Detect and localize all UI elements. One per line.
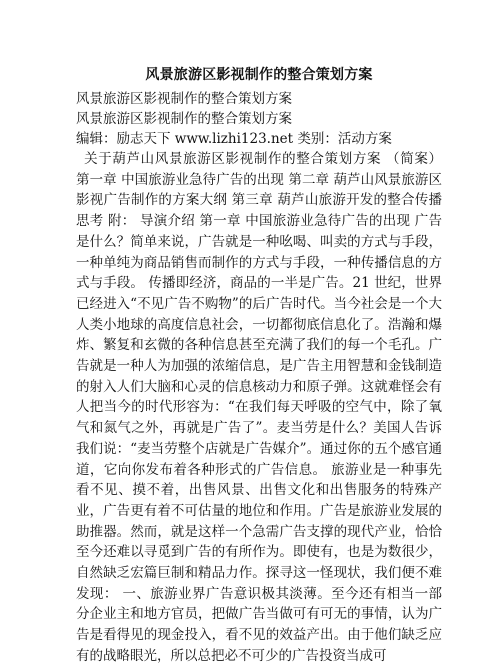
body-paragraph: 关于葫芦山风景旅游区影视制作的整合策划方案 （简案） 第一章 中国旅游业急待广告的出现 第二章 葫芦山风景旅游区影视广告制作的方案大纲 第三章 葫芦山旅游开发的整合传播思考 附： 导演介绍 第一章 中国旅游业急待广告的出现 广告是什么？简单来说，广告就是一种吆喝、叫卖的方式与手段，一种单纯为商品销售而制作的方式与手段，一种传播信息的方式与手段。 传播即经济，商品的一半是广告。21 世纪，世界已经进入“不见广告不购物”的后广告时代。当今社会是一个大人类小地球的高度信息社会，一切都彻底信息化了。浩瀚和爆炸、繁复和玄微的各种信息甚至充满了我们的每一个毛孔。广告就是一种人为加强的浓缩信息，是广告主用智慧和金钱制造的射入人们大脑和心灵的信息核动力和原子弹。这就难怪会有人把当今的时代形容为：“在我们每天呼吸的空气中，除了氧气和氮气之外，再就是广告了”。麦当劳是什么？美国人告诉我们说：“麦当劳整个店就是广告媒介”。通过你的五个感官通道，它向你发布着各种形式的广告信息。 旅游业是一种事先看不见、摸不着，出售风景、出售文化和出售服务的特殊产业，广告更有着不可估量的地位和作用。广告是旅游业发展的助推器。然而，就是这样一个急需广告支撑的现代产业，恰恰至今还难以寻觅到广告的有所作为。即使有，也是为数很少，自然缺乏宏篇巨制和精品力作。探寻这一怪现状，我们便不难发现： 一、旅游业界广告意识极其淡薄。至今还有相当一部分企业主和地方官员，把做广告当做可有可无的事情，认为广告是看得见的现金投入，看不见的效益产出。由于他们缺乏应有的战略眼光，所以总把必不可少的广告投资当成可 (76, 151, 442, 664)
editor-category-line: 编辑：励志天下 www.lizhi123.net 类别：活动方案 (76, 131, 392, 147)
document-title: 风景旅游区影视制作的整合策划方案 (145, 67, 373, 83)
subtitle-line-2: 风景旅游区影视制作的整合策划方案 (76, 111, 292, 127)
subtitle-line-1: 风景旅游区影视制作的整合策划方案 (76, 91, 292, 107)
